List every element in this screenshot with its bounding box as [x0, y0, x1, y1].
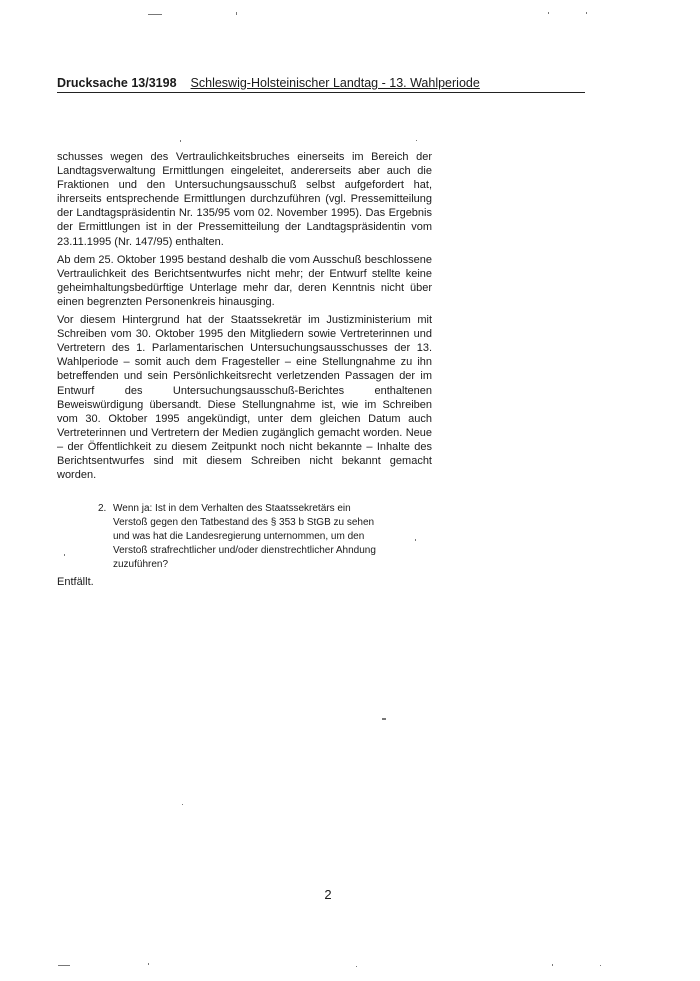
scan-speck — [600, 965, 601, 966]
scan-speck — [180, 140, 181, 142]
page-number: 2 — [324, 887, 332, 902]
scan-speck — [182, 804, 183, 805]
question-block — [98, 502, 380, 572]
paragraph-3: Vor diesem Hintergrund hat der Staatssekretär im Justizministerium mit Schreiben vom 30. Oktober 1995 den Mitgliedern sowie Vertreterinnen und Vertretern des 1. Parlamentarischen Untersuchungsausschusses der 13. Wahlperiode – somit auch dem Fragesteller – eine Stellungnahme zu ihn betreffenden und sein Persönlichkeitsrecht verletzenden Passagen der im Entwurf des Untersuchungsausschuß-Berichtes enthaltenen Beweiswürdigung übersandt. Diese Stellungnahme ist, wie im Schreiben vom 30. Oktober 1995 angekündigt, unter dem gleichen Datum auch Vertreterinnen und Vertretern der Medien zugänglich gemacht worden. Neue – der Öffentlichkeit zu diesem Zeitpunkt noch nicht bekannte – Inhalte des Berichtsentwurfes sind mit diesem Schreiben nicht bekannt gemacht worden. — [57, 314, 432, 482]
scan-speck — [148, 963, 149, 965]
question-text: Wenn ja: Ist in dem Verhalten des Staatssekretärs ein Verstoß gegen den Tatbestand des § 353 b StGB zu sehen und was hat die Landesregierung unternommen, um den Verstoß strafrechtlicher und/oder dienstrechtlicher Ahndung zuzuführen? — [113, 503, 376, 570]
scan-speck — [64, 554, 65, 556]
body-text — [57, 150, 432, 486]
scan-speck — [356, 966, 357, 967]
scan-speck — [382, 718, 386, 720]
answer-text: Entfällt. — [57, 576, 94, 588]
scan-speck — [416, 140, 417, 141]
scan-speck — [58, 965, 70, 966]
question-number: 2. — [98, 503, 107, 514]
scan-speck — [586, 12, 587, 14]
scan-speck — [552, 964, 553, 966]
scan-speck — [415, 539, 416, 541]
scan-speck — [148, 14, 162, 15]
scan-speck — [548, 12, 549, 14]
header-rule — [57, 92, 585, 93]
paragraph-2: Ab dem 25. Oktober 1995 bestand deshalb die vom Ausschuß beschlossene Vertraulichkeit des Berichtsentwurfes nicht mehr; der Entwurf stellte keine geheimhaltungsbedürftige Unterlage mehr dar, deren Kenntnis nicht über einen begrenzten Personenkreis hinausging. — [57, 253, 432, 308]
paragraph-1: schusses wegen des Vertraulichkeitsbruches einerseits im Bereich der Landtagsverwaltung Ermittlungen eingeleitet, andererseits aber auch die Fraktionen und den Untersuchungsausschuß selbst aufgefordert hat, ihrerseits entsprechende Ermittlungen durchzuführen (vgl. Pressemitteilung der Landtagspräsidentin Nr. 135/95 vom 02. November 1995). Das Ergebnis der Ermittlungen ist in der Pressemitteilung der Landtagspräsidentin vom 23.11.1995 (Nr. 147/95) enthalten. — [57, 151, 432, 248]
document-id: Drucksache 13/3198 — [57, 76, 177, 90]
document-title: Schleswig-Holsteinischer Landtag - 13. Wahlperiode — [190, 76, 480, 90]
scan-speck — [236, 12, 237, 15]
